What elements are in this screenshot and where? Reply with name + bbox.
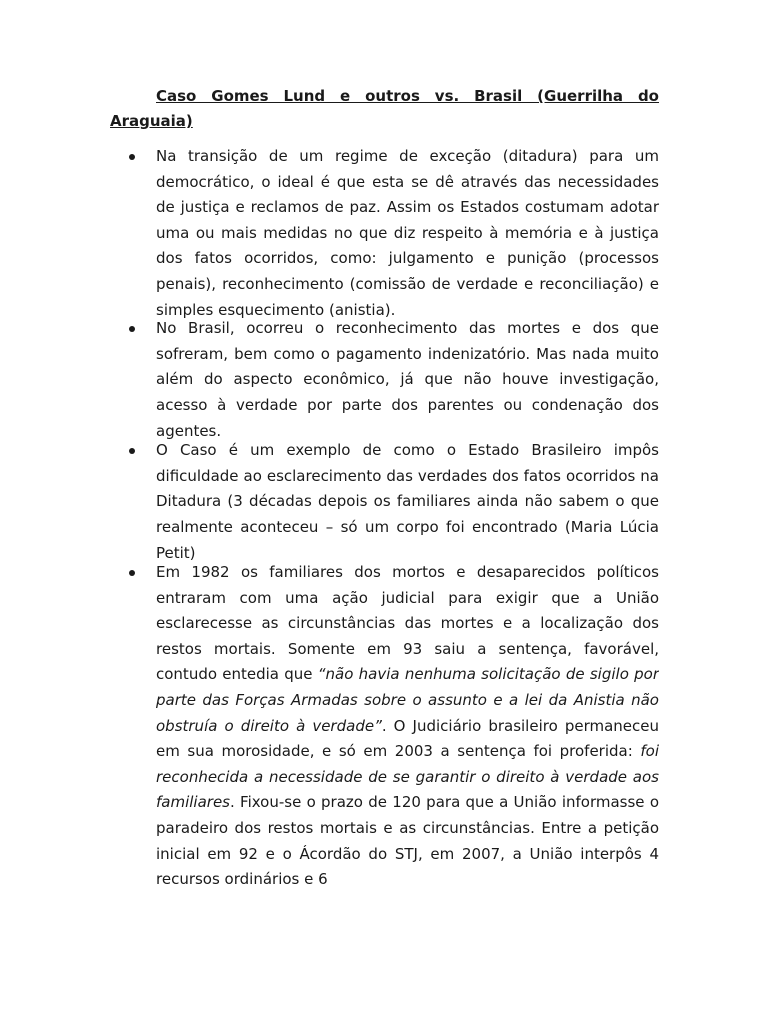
- document-title: Caso Gomes Lund e outros vs. Brasil (Guerrilha do Araguaia): [110, 87, 659, 130]
- paragraph-text: No Brasil, ocorreu o reconhecimento das mortes e dos que sofreram, bem como o pagamento indenizatório. Mas nada muito além do aspecto econômico, já que não houve investigação, acesso à verdade por parte dos parentes ou condenação dos agentes.: [156, 319, 659, 440]
- paragraph-text: Na transição de um regime de exceção (ditadura) para um democrático, o ideal é que esta se dê através das necessidades de justiça e reclamos de paz. Assim os Estados costumam adotar uma ou mais medidas no que diz respeito à memória e à justiça dos fatos ocorridos, como: julgamento e punição (processos penais), reconhecimento (comissão de verdade e reconciliação) e simples esquecimento (anistia).: [156, 147, 659, 319]
- bullet-icon: [129, 154, 135, 160]
- list-item: [156, 316, 659, 444]
- list-item: [156, 438, 659, 566]
- bullet-icon: [129, 570, 135, 576]
- bullet-list: [0, 144, 768, 892]
- paragraph-text: [156, 560, 659, 892]
- list-item: [156, 560, 659, 892]
- paragraph-text-part: . O Judiciário brasileiro permaneceu em sua morosidade, e só em 2003 a sentença foi proferida:: [156, 716, 659, 761]
- list-item: [156, 144, 659, 323]
- italic-quote: foi reconhecida a necessidade de se garantir o direito à verdade aos familiares: [156, 742, 659, 812]
- paragraph-text: O Caso é um exemplo de como o Estado Brasileiro impôs dificuldade ao esclarecimento das verdades dos fatos ocorridos na Ditadura (3 décadas depois os familiares ainda não sabem o que realmente aconteceu – só um corpo foi encontrado (Maria Lúcia Petit): [156, 441, 659, 562]
- bullet-icon: [129, 326, 135, 332]
- italic-quote: “não havia nenhuma solicitação de sigilo por parte das Forças Armadas sobre o assunto e a lei da Anistia não obstruía o direito à verdade”: [156, 665, 659, 735]
- paragraph-text-part: Em 1982 os familiares dos mortos e desaparecidos políticos entraram com uma ação judicial para exigir que a União esclarecesse as circunstâncias das mortes e a localização dos restos mortais. Somente em 93 saiu a sentença, favorável, contudo entedia que: [156, 563, 659, 684]
- paragraph-text-part: . Fixou-se o prazo de 120 para que a União informasse o paradeiro dos restos mortais e as circunstâncias. Entre a petição inicial em 92 e o Ácordão do STJ, em 2007, a União interpôs 4 recursos ordinários e 6: [156, 793, 659, 889]
- bullet-icon: [129, 448, 135, 454]
